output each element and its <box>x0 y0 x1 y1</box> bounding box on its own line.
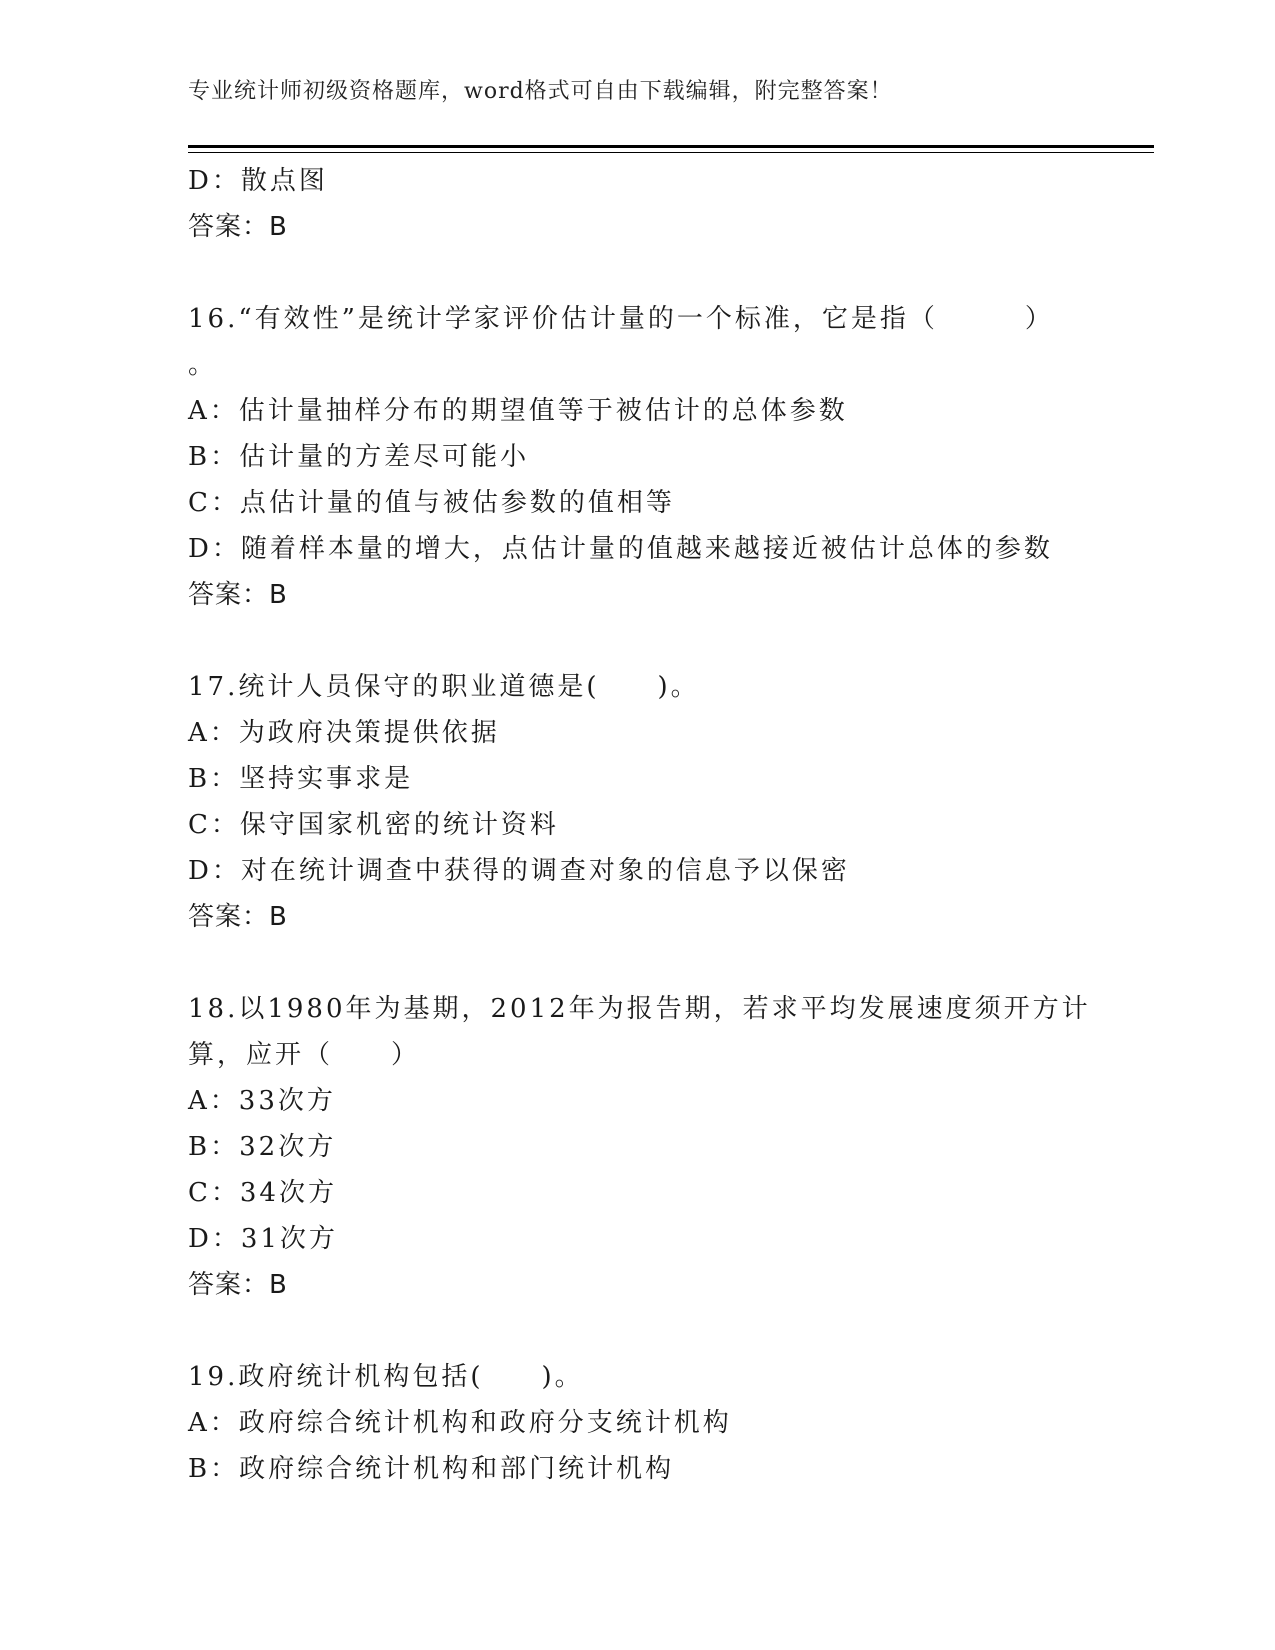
header-rule-thick <box>188 145 1154 148</box>
option-a: A：为政府决策提供依据 <box>188 718 500 748</box>
option-a: A：估计量抽样分布的期望值等于被估计的总体参数 <box>188 396 848 426</box>
answer: 答案：B <box>188 580 288 610</box>
question-19 <box>188 1354 1088 1492</box>
option-d: D：31次方 <box>188 1224 338 1254</box>
spacer <box>188 250 1088 296</box>
page-header: 专业统计师初级资格题库，word格式可自由下载编辑，附完整答案！ <box>188 79 893 104</box>
option-b: B：估计量的方差尽可能小 <box>188 442 530 472</box>
question-17 <box>188 664 1088 940</box>
answer: 答案：B <box>188 1270 288 1300</box>
question-16 <box>188 296 1088 618</box>
spacer <box>188 940 1088 986</box>
question-stem: 19.政府统计机构包括( )。 <box>188 1362 584 1392</box>
question-stem-continued: 。 <box>188 350 218 380</box>
document-body <box>188 158 1091 1492</box>
option-a: A：33次方 <box>188 1086 336 1116</box>
option-b: B：坚持实事求是 <box>188 764 414 794</box>
answer-previous: 答案：B <box>188 212 288 242</box>
option-b: B：政府综合统计机构和部门统计机构 <box>188 1454 675 1484</box>
option-d: D：对在统计调查中获得的调查对象的信息予以保密 <box>188 856 850 886</box>
option-b: B：32次方 <box>188 1132 337 1162</box>
spacer <box>188 1308 1088 1354</box>
option-c: C：保守国家机密的统计资料 <box>188 810 559 840</box>
option-d: D：随着样本量的增大，点估计量的值越来越接近被估计总体的参数 <box>188 534 1053 564</box>
question-stem: 17.统计人员保守的职业道德是( )。 <box>188 672 700 702</box>
answer: 答案：B <box>188 902 288 932</box>
question-stem: 18.以1980年为基期，2012年为报告期，若求平均发展速度须开方计 <box>188 994 1091 1024</box>
question-18 <box>188 986 1091 1308</box>
option-c: C：34次方 <box>188 1178 337 1208</box>
option-a: A：政府综合统计机构和政府分支统计机构 <box>188 1408 732 1438</box>
option-d-previous: D：散点图 <box>188 166 328 196</box>
spacer <box>188 618 1088 664</box>
question-stem-continued: 算，应开（ ） <box>188 1040 421 1070</box>
option-c: C：点估计量的值与被估参数的值相等 <box>188 488 675 518</box>
question-stem: 16.“有效性”是统计学家评价估计量的一个标准，它是指（ ） <box>188 304 1054 334</box>
header-rule-thin <box>188 152 1154 153</box>
